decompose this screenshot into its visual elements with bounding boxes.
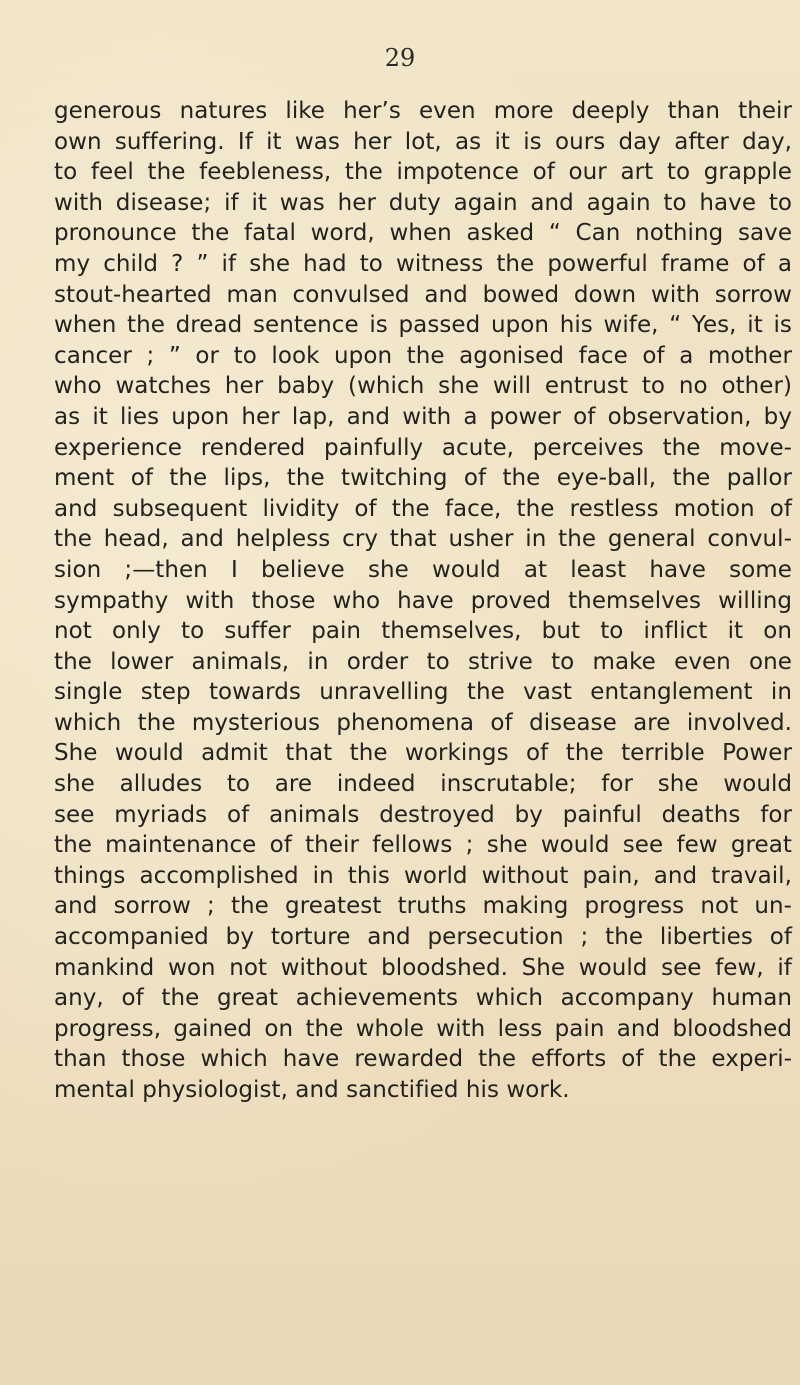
text-line: who watches her baby (which she will entrust to no other) [54,373,793,400]
text-line: single step towards unravelling the vast entanglement in [54,679,792,706]
text-line: sion ;—then I believe she would at least have some [54,556,792,583]
text-line: not only to suffer pain themselves, but to inflict it on [54,618,793,645]
text-line: and subsequent lividity of the face, the restless motion of [54,495,793,522]
text-line: cancer ; ” or to look upon the agonised face of a mother [54,342,792,369]
text-line: to feel the feebleness, the impotence of our art to grapple [54,159,793,186]
body-text [54,96,796,1106]
text-line: generous natures like her’s even more deeply than their [54,98,792,124]
text-line: own suffering. If it was her lot, as it is ours day after day, [54,128,792,155]
text-line: with disease; if it was her duty again and again to have to [54,189,793,216]
text-line: pronounce the fatal word, when asked “ Can nothing save [54,220,793,247]
text-line: as it lies upon her lap, and with a power of observation, by [54,403,792,430]
text-line: sympathy with those who have proved themselves willing [54,587,792,614]
text-line: things accomplished in this world without pain, and travail, [54,862,792,889]
text-line: when the dread sentence is passed upon his wife, “ Yes, it is [54,312,792,339]
text-line: the maintenance of their fellows ; she would see few great [54,832,792,859]
text-line: the head, and helpless cry that usher in the general convul- [54,526,792,553]
text-line: ment of the lips, the twitching of the eye-ball, the pallor [54,465,793,492]
page-number: 29 [384,44,416,72]
text-line: accompanied by torture and persecution ; the liberties of [54,924,792,951]
text-line: which the mysterious phenomena of disease are involved. [54,709,793,736]
text-line: experience rendered painfully acute, perceives the move- [54,434,792,461]
text-line: see myriads of animals destroyed by painful deaths for [54,801,792,828]
text-line: any, of the great achievements which accompany human [54,985,792,1012]
text-line: stout-hearted man convulsed and bowed down with sorrow [54,281,793,308]
text-line: and sorrow ; the greatest truths making progress not un- [54,893,792,920]
text-line: she alludes to are indeed inscrutable; for she would [54,771,793,798]
text-line: mental physiologist, and sanctified his work. [54,1077,570,1103]
text-line: mankind won not without bloodshed. She would see few, if [54,954,792,981]
text-line: She would admit that the workings of the terrible Power [54,740,792,767]
text-line: the lower animals, in order to strive to make even one [54,648,793,675]
text-line: my child ? ” if she had to witness the powerful frame of a [54,250,793,277]
text-line: than those which have rewarded the efforts of the experi- [54,1046,793,1073]
text-line: progress, gained on the whole with less pain and bloodshed [54,1015,793,1042]
